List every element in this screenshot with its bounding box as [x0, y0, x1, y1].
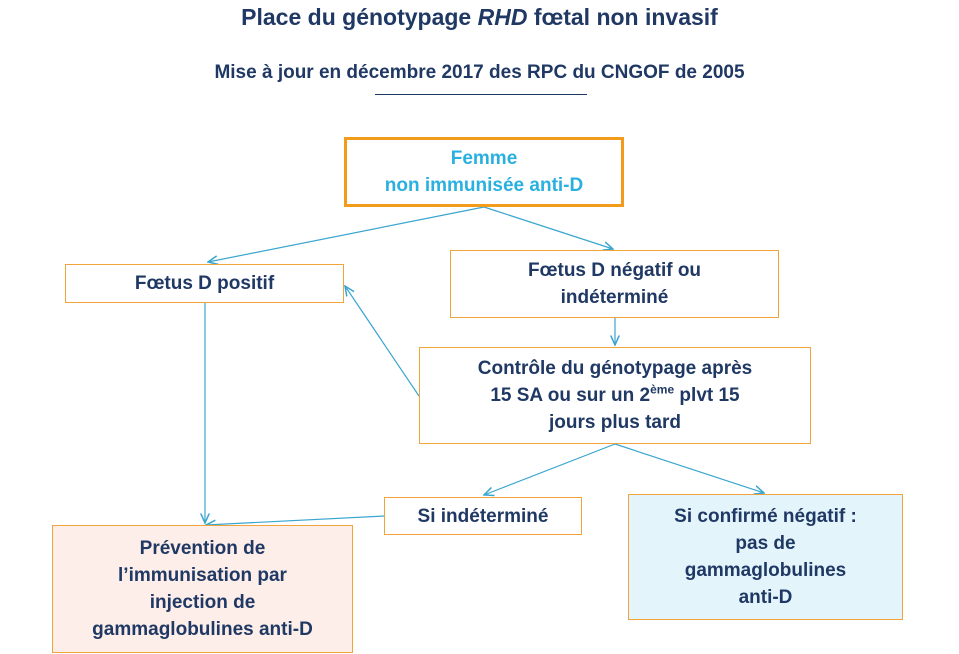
node-femme-non-immunisee — [344, 137, 624, 207]
node-femme-line2: non immunisée anti-D — [384, 175, 584, 196]
node-foetus-d-positif — [65, 264, 344, 303]
arrow-controle-to-confirme — [615, 444, 764, 493]
node-positif-label: Fœtus D positif — [134, 273, 275, 294]
title-italic: RHD — [477, 4, 528, 30]
node-controle-line2 — [478, 382, 752, 409]
node-prevention-immunisation — [52, 525, 353, 653]
node-confirme-line3: gammaglobulines — [684, 560, 847, 581]
page-subtitle: Mise à jour en décembre 2017 des RPC du CNGOF de 2005 — [214, 62, 745, 83]
node-foetus-d-negatif — [450, 250, 779, 318]
arrow-femme-to-positif — [208, 207, 484, 262]
node-si-indetermine — [384, 497, 582, 535]
title-part2: fœtal non invasif — [527, 4, 718, 30]
node-controle-genotypage — [419, 347, 811, 444]
arrow-controle-to-indetermine — [484, 444, 615, 495]
arrow-controle-to-positif — [345, 286, 419, 396]
arrow-indetermine-to-prevention — [206, 516, 384, 525]
node-confirme-line4: anti-D — [738, 587, 793, 608]
node-femme-line1: Femme — [450, 148, 518, 169]
node-prevention-line1: Prévention de — [139, 538, 266, 559]
node-controle-line2-post: plvt 15 — [674, 385, 740, 406]
node-controle-line3: jours plus tard — [549, 412, 681, 433]
node-prevention-line2: l’immunisation par — [118, 565, 287, 586]
node-prevention-line4: gammaglobulines anti-D — [92, 619, 313, 640]
node-confirme-line2: pas de — [735, 533, 796, 554]
node-negatif-line2: indéterminé — [560, 287, 669, 308]
node-negatif-line1: Fœtus D négatif ou — [527, 260, 702, 281]
title-part1: Place du génotypage — [241, 4, 478, 30]
node-controle-line2-sup: ème — [650, 382, 675, 397]
node-indetermine-label: Si indéterminé — [417, 505, 549, 527]
node-si-confirme-negatif — [628, 494, 903, 620]
arrow-femme-to-negatif — [484, 207, 613, 249]
node-prevention-line3: injection de — [149, 592, 256, 613]
node-controle-line1: Contrôle du génotypage après — [477, 358, 753, 379]
node-controle-line2-pre: 15 SA ou sur un 2 — [490, 385, 651, 406]
node-confirme-line1: Si confirmé négatif : — [674, 506, 857, 527]
